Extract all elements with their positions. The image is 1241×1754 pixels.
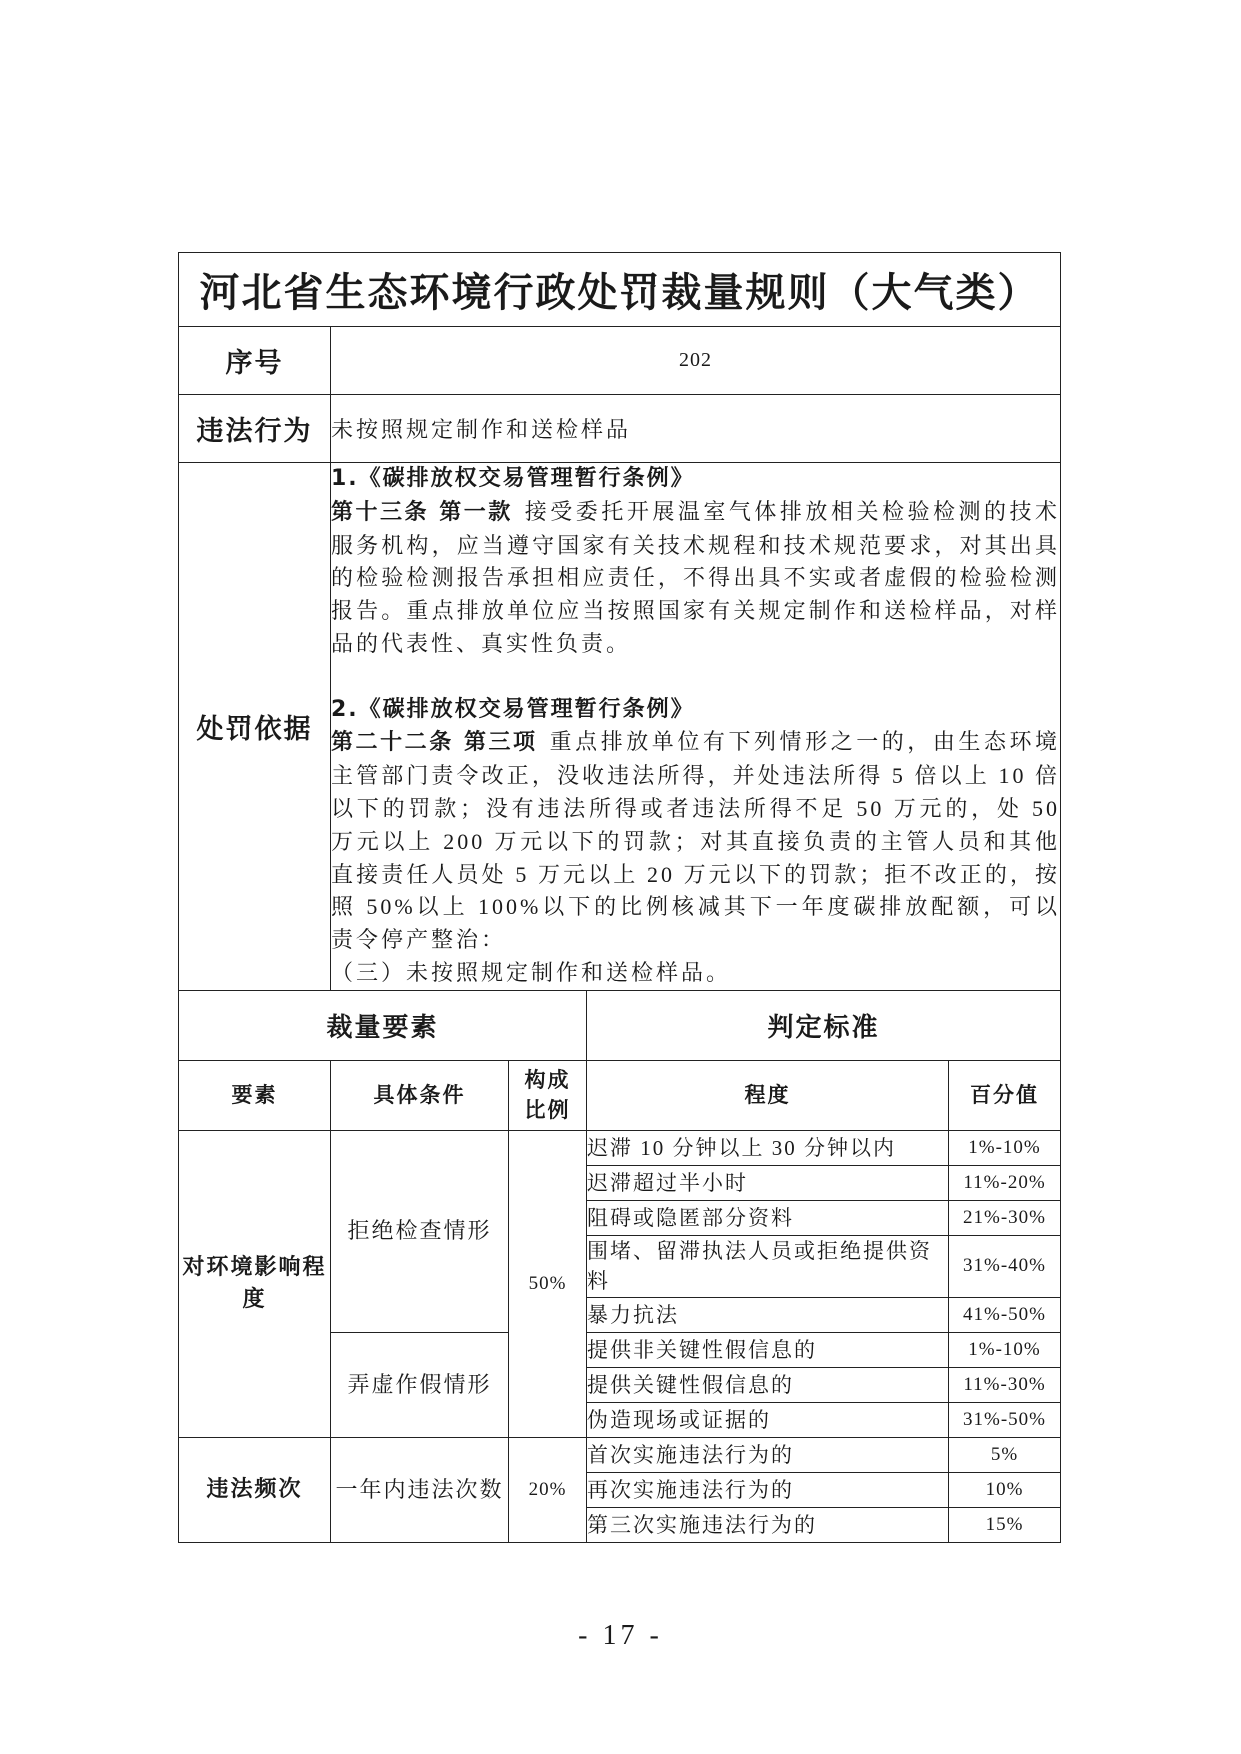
violation-row — [179, 395, 1061, 463]
regulation-title: 1.《碳排放权交易管理暂行条例》 — [331, 466, 695, 491]
degree-cell: 暴力抗法 — [587, 1297, 949, 1332]
factor-name: 对环境影响程度 — [179, 1130, 331, 1437]
article-text: 重点排放单位有下列情形之一的，由生态环境主管部门责令改正，没收违法所得，并处违法所得 5 倍以上 10 倍以下的罚款；没有违法所得或者违法所得不足 50 万元的，处 50 万元以上 200 万元以下的罚款；对其直接负责的主管人员和其他直接责任人员处 5 万元以上 20 万元以下的罚款；拒不改正的，按照 50%以上 100%以下的比例核减其下一年度碳排放配额，可以责令停产整治： — [331, 729, 1061, 953]
basis-row — [179, 463, 1061, 991]
percent-cell: 41%-50% — [949, 1297, 1061, 1332]
column-header-percent: 百分值 — [949, 1060, 1061, 1130]
discretion-header-row — [179, 990, 1061, 1060]
basis-content — [331, 463, 1061, 991]
degree-cell: 首次实施违法行为的 — [587, 1437, 949, 1472]
regulation-title: 2.《碳排放权交易管理暂行条例》 — [331, 696, 695, 722]
article-clause: （三）未按照规定制作和送检样品。 — [331, 959, 732, 985]
column-header-factor: 要素 — [179, 1060, 331, 1130]
factor-ratio: 50% — [509, 1130, 587, 1437]
factor-name: 违法频次 — [179, 1437, 331, 1542]
regulation-text — [331, 496, 1060, 661]
percent-cell: 31%-50% — [949, 1402, 1061, 1437]
percent-cell: 11%-20% — [949, 1165, 1061, 1200]
percent-cell: 15% — [949, 1507, 1061, 1542]
article-reference: 第十三条 第一款 — [331, 499, 513, 525]
penalty-discretion-table — [178, 252, 1061, 1543]
page-number: - 17 - — [578, 1620, 663, 1651]
serial-value: 202 — [331, 327, 1061, 395]
title-row — [179, 253, 1061, 327]
degree-cell: 提供非关键性假信息的 — [587, 1332, 949, 1367]
violation-label: 违法行为 — [179, 395, 331, 463]
degree-cell: 第三次实施违法行为的 — [587, 1507, 949, 1542]
basis-item-1 — [331, 463, 1060, 661]
serial-label: 序号 — [179, 327, 331, 395]
degree-cell: 伪造现场或证据的 — [587, 1402, 949, 1437]
degree-cell: 再次实施违法行为的 — [587, 1472, 949, 1507]
condition-name: 一年内违法次数 — [331, 1437, 509, 1542]
document-title: 河北省生态环境行政处罚裁量规则（大气类） — [179, 253, 1061, 327]
regulation-text — [331, 726, 1060, 957]
degree-cell: 围堵、留滞执法人员或拒绝提供资料 — [587, 1235, 949, 1297]
percent-cell: 1%-10% — [949, 1130, 1061, 1165]
basis-label: 处罚依据 — [179, 463, 331, 991]
percent-cell: 5% — [949, 1437, 1061, 1472]
judgment-standard-header: 判定标准 — [587, 990, 1061, 1060]
percent-cell: 31%-40% — [949, 1235, 1061, 1297]
percent-cell: 1%-10% — [949, 1332, 1061, 1367]
percent-cell: 10% — [949, 1472, 1061, 1507]
factor-ratio: 20% — [509, 1437, 587, 1542]
discretion-factors-header: 裁量要素 — [179, 990, 587, 1060]
article-reference: 第二十二条 第三项 — [331, 730, 538, 756]
degree-cell: 迟滞超过半小时 — [587, 1165, 949, 1200]
table-row — [179, 1437, 1061, 1472]
article-text: 接受委托开展温室气体排放相关检验检测的技术服务机构，应当遵守国家有关技术规程和技术规范要求，对其出具的检验检测报告承担相应责任，不得出具不实或者虚假的检验检测报告。重点排放单位应当按照国家有关规定制作和送检样品，对样品的代表性、真实性负责。 — [331, 498, 1061, 656]
serial-row — [179, 327, 1061, 395]
percent-cell: 21%-30% — [949, 1200, 1061, 1235]
violation-value: 未按照规定制作和送检样品 — [331, 395, 1061, 463]
column-header-degree: 程度 — [587, 1060, 949, 1130]
table-row — [179, 1130, 1061, 1165]
basis-item-2 — [331, 694, 1060, 990]
degree-cell: 提供关键性假信息的 — [587, 1367, 949, 1402]
degree-cell: 迟滞 10 分钟以上 30 分钟以内 — [587, 1130, 949, 1165]
condition-name: 拒绝检查情形 — [331, 1130, 509, 1332]
degree-cell: 阻碍或隐匿部分资料 — [587, 1200, 949, 1235]
column-header-condition: 具体条件 — [331, 1060, 509, 1130]
column-header-ratio: 构成比例 — [509, 1060, 587, 1130]
column-header-row — [179, 1060, 1061, 1130]
condition-name: 弄虚作假情形 — [331, 1332, 509, 1437]
percent-cell: 11%-30% — [949, 1367, 1061, 1402]
